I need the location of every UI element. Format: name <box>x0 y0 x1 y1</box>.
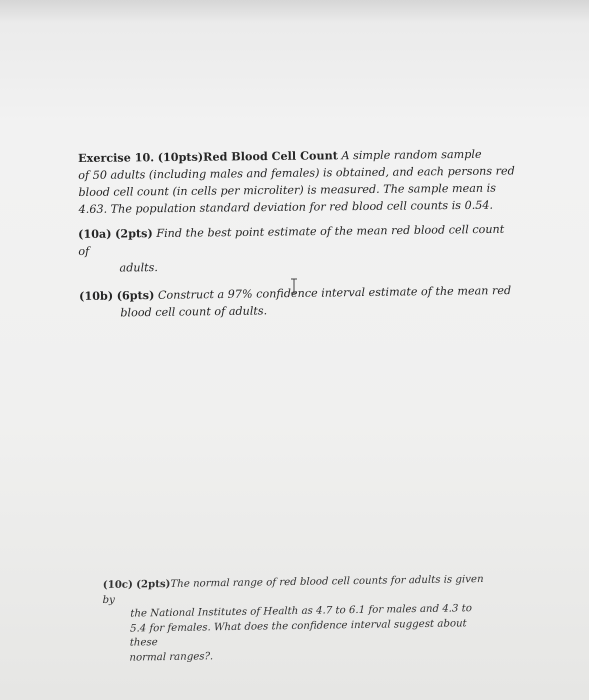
part-c-label: (10c) <box>102 578 134 592</box>
part-a-line-1: Find the best point estimate of the mean red blood cell count of <box>78 222 505 258</box>
part-c-line-2: the National Institutes of Health as 4.7 to 6.1 for males and 4.3 to <box>130 603 473 620</box>
part-c-line-3: 5.4 for females. What does the confidence interval suggest about these <box>129 617 467 649</box>
text-cursor-icon <box>289 278 299 294</box>
exercise-points: (10pts) <box>157 149 204 165</box>
part-a-points: (2pts) <box>114 226 153 241</box>
exercise-line-1: A simple random sample <box>341 147 482 163</box>
exercise-topic: Red Blood Cell Count <box>203 148 338 164</box>
part-b <box>79 282 519 322</box>
part-c <box>101 572 498 666</box>
exercise-line-4: 4.63. The population standard deviation for red blood cell counts is 0.54. <box>78 198 494 216</box>
exercise-heading: Exercise 10. <box>78 150 155 165</box>
part-b-points: (6pts) <box>116 287 155 303</box>
exercise-line-2: of 50 adults (including males and females) is obtained, and each persons red <box>78 164 515 182</box>
exercise-intro <box>78 145 519 218</box>
part-b-label: (10b) <box>79 288 114 303</box>
part-a-line-2: adults. <box>119 261 159 275</box>
part-c-line-1: The normal range of red blood cell counts for adults is given by <box>102 574 484 606</box>
part-b-line-2: blood cell count of adults. <box>120 304 268 320</box>
part-b-line-1: Construct a 97% confidence interval estimate of the mean red <box>157 283 512 302</box>
part-a <box>78 221 519 277</box>
part-a-label: (10a) <box>78 226 112 241</box>
part-c-points: (2pts) <box>136 577 171 591</box>
exercise-line-3: blood cell count (in cells per microliter) is measured. The sample mean is <box>78 181 497 199</box>
part-c-line-4: normal ranges?. <box>129 650 214 664</box>
